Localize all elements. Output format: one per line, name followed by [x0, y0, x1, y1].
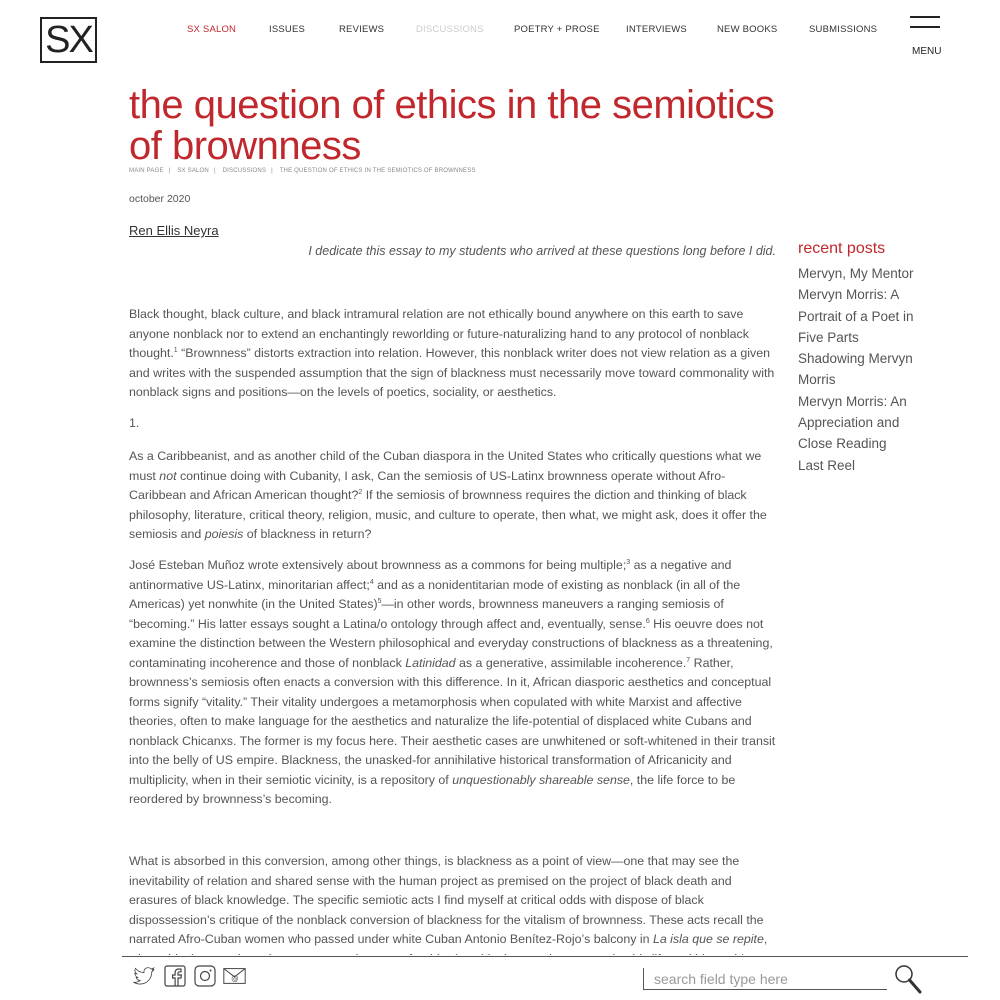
recent-post-link[interactable]: Mervyn Morris: A Portrait of a Poet in Five Parts [798, 287, 914, 345]
paragraph-3: José Esteban Muñoz wrote extensively about brownness as a commons for being multiple;$^3$ as a negative and antinormative US-Latinx, minoritarian affect;$^4$ and as a nonidentitarian mode of existing as nonblack (in all of the Americas) yet nonwhite (in the United States)$^5$—in other words, brownness maneuvers a ranging semiosis of “becoming.” His latter essays sought a Latina/o ontology through affect and, eventually, sense.$^6$ His oeuvre does not examine the distinction between the Western philosophical and everyday constructions of blackness as a threatening, contaminating incoherence and those of nonblack Latinidad as a generative, assimilable incoherence.$^7$ Rather, brownness’s semiosis often enacts a conversion with this difference. In it, African diasporic aesthetics and conceptual forms signify “vitality.” Their vitality undergoes a metamorphosis when copulated with white Marxist and affective theories, often to make language for the aesthetics and naturalize the life-potential of displaced white Cubans and nonblack Chicanxs. The former is my focus here. Their aesthetic cases are unwhitened or soft-whitened in their transit into the belly of US empire. Blackness, the unasked-for annihilative historical transformation of Africanicity and multiplicity, when in their semiotic vicinity, is a repository of unquestionably shareable sense, the life force to be reordered by brownness’s becoming. [129, 558, 776, 806]
paragraph-4: What is absorbed in this conversion, among other things, is blackness as a point of view—one that may see the inevitability of relation and shared sense with the human project as premised on the project of black death and erasures of black knowledge. The specific semiotic acts I find myself at critical odds with dispose of black dispossession’s critique of the nonblack conversion of blackness for the vitalism of brownness. These acts recall the narrated Afro-Cuban women who passed under white Cuban Antonio Benítez-Rojo’s balcony in La isla que se repite, [129, 854, 768, 946]
breadcrumb-discussions[interactable]: DISCUSSIONS [222, 168, 267, 174]
hamburger-icon [910, 16, 940, 18]
recent-post-link[interactable]: Mervyn Morris: An Appreciation and Close Reading [798, 393, 907, 452]
breadcrumb-sx-salon[interactable]: SX SALON [177, 168, 209, 174]
nav-submissions[interactable]: SUBMISSIONS [809, 24, 878, 35]
magnifier-icon [894, 964, 922, 994]
social-links [133, 964, 246, 987]
facebook-icon[interactable] [163, 964, 186, 987]
breadcrumb-current: THE QUESTION OF ETHICS IN THE SEMIOTICS OF BROWNNESS [279, 168, 476, 174]
instagram-icon[interactable] [193, 964, 216, 987]
hamburger-icon-bar [910, 26, 940, 28]
menu-label: MENU [912, 46, 942, 57]
paragraph-1: Black thought, black culture, and black intramural relation are not ethically bound anywhere on this earth to save anyone nonblack nor to extend an enchantingly reworlding or future-naturalizing hand to any protocol of nonblack thought.$^1$ “Brownness” distorts extraction into relation. However, this nonblack writer does not view relation as a given and writes with the suspended assumption that the sign of blackness must necessarily move toward commonality with nonblack signs and positions—on the levels of poetics, sociality, or aesthetics. [129, 307, 775, 399]
article-date: october 2020 [129, 193, 191, 205]
twitter-icon[interactable] [133, 964, 156, 987]
recent-posts-heading: recent posts [798, 240, 886, 257]
nav-new-books[interactable]: NEW BOOKS [717, 24, 778, 35]
nav-reviews[interactable]: REVIEWS [339, 24, 385, 35]
menu-button[interactable] [910, 16, 942, 57]
email-icon[interactable] [223, 964, 246, 987]
sx-logo[interactable]: SX [40, 17, 97, 63]
nav-interviews[interactable]: INTERVIEWS [626, 24, 687, 35]
nav-sx-salon[interactable]: SX SALON [187, 24, 237, 35]
recent-post-link[interactable]: Shadowing Mervyn Morris [798, 351, 913, 388]
breadcrumb: MAIN PAGE | SX SALON | DISCUSSIONS | THE QUESTION OF ETHICS IN THE SEMIOTICS OF BROWNNESS [129, 168, 476, 174]
breadcrumb-main-page[interactable]: MAIN PAGE [129, 168, 164, 174]
dedication: I dedicate this essay to my students who arrived at these questions long before I did. [308, 244, 776, 258]
recent-posts [798, 240, 928, 476]
search-button[interactable] [894, 964, 922, 994]
svg-text:@: @ [231, 973, 239, 983]
page-title: the question of ethics in the semiotics of brownness [129, 83, 775, 168]
search-input[interactable] [643, 968, 887, 990]
section-number: 1. [129, 416, 140, 430]
recent-post-link[interactable]: Last Reel [798, 457, 856, 473]
nav-issues[interactable]: ISSUES [269, 24, 306, 35]
footer-divider [122, 956, 968, 957]
author-link[interactable]: Ren Ellis Neyra [129, 223, 219, 238]
paragraph-2: As a Caribbeanist, and as another child of the Cuban diaspora in the United States who critically questions what we must not continue doing with Cubanity, I ask, Can the semiosis of US-Latinx brownness operate without Afro-Caribbean and African American thought?$^2$ If the semiosis of brownness requires the diction and thinking of black philosophy, literature, critical theory, religion, music, and culture to operate, then what, we might ask, does it offer the semiosis and poiesis of blackness in return? [129, 449, 767, 541]
main-nav [0, 24, 1000, 38]
nav-poetry-prose[interactable]: POETRY + PROSE [514, 24, 600, 35]
recent-post-link[interactable]: Mervyn, My Mentor [798, 266, 914, 281]
nav-discussions[interactable]: DISCUSSIONS [416, 24, 484, 35]
